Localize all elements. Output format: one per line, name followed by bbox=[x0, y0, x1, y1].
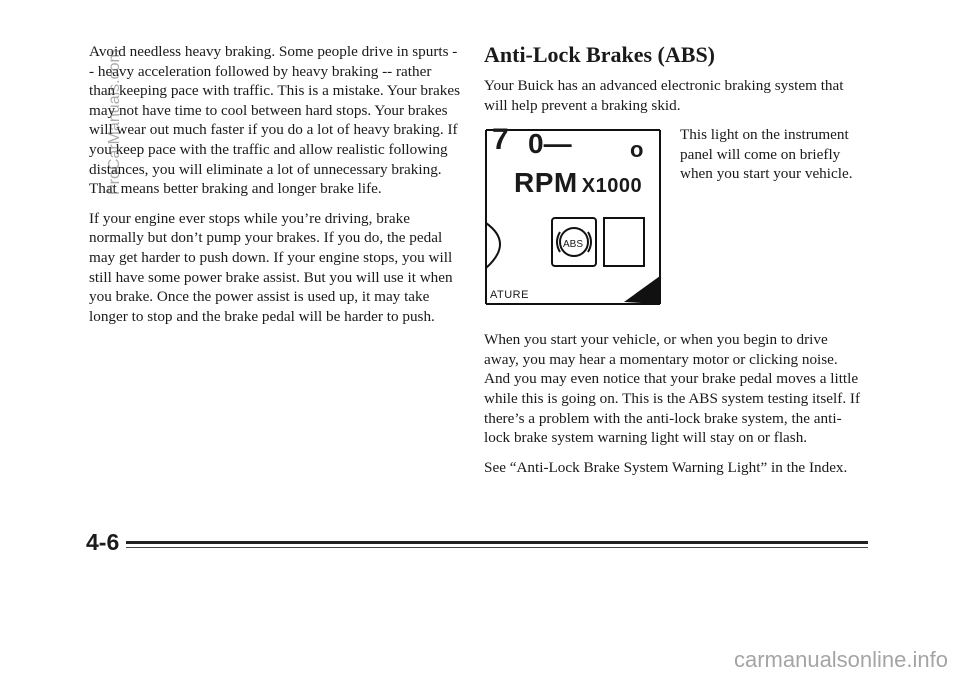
abs-intro-paragraph: Your Buick has an advanced electronic braking system that will help prevent a braking skid. bbox=[484, 77, 844, 114]
footer-rule-thin bbox=[126, 547, 868, 548]
figure-row bbox=[484, 125, 864, 308]
instrument-panel-figure bbox=[484, 123, 662, 308]
heavy-braking-paragraph: Avoid needless heavy braking. Some people drive in spurts -- heavy acceleration followed by heavy braking -- rather than keeping pace with traffic. This is a mistake. Your brakes may not have time to cool between hard stops. Your brakes will wear out much faster if you do a lot of heavy braking. If you keep pace with the traffic and allow realistic following distances, you will eliminate a lot of unnecessary braking. That means better braking and longer brake life. bbox=[89, 43, 461, 198]
side-watermark: ProCarManuals.com bbox=[106, 49, 123, 195]
gauge-mark-7: 7 bbox=[492, 123, 509, 157]
rpm-label bbox=[514, 167, 643, 199]
left-column bbox=[89, 42, 461, 336]
rpm-text: RPM bbox=[514, 167, 578, 199]
right-column bbox=[484, 42, 864, 487]
abs-icon-label: ABS bbox=[563, 239, 584, 251]
abs-self-test-paragraph: When you start your vehicle, or when you begin to drive away, you may hear a momentary motor or clicking noise. And you may even notice that your brake pedal moves a little while this is going on. This is the ABS system testing itself. If there’s a problem with the anti-lock brake system, the anti-lock brake system warning light will stay on or flash. bbox=[484, 331, 861, 447]
engine-stop-paragraph: If your engine ever stops while you’re driving, brake normally but don’t pump your brakes. If you do, the pedal may get harder to push down. If your engine stops, you will still have some power brake assist. But you will use it when you brake. Once the power assist is used up, it may take longer to stop and the brake pedal will be harder to push. bbox=[89, 209, 453, 325]
rpm-multiplier: X1000 bbox=[581, 175, 643, 198]
gauge-mark-o: o bbox=[630, 137, 644, 163]
bottom-watermark: carmanualsonline.info bbox=[733, 647, 948, 672]
gauge-mark-0: 0— bbox=[528, 128, 572, 160]
see-index-paragraph: See “Anti-Lock Brake System Warning Light” in the Index. bbox=[484, 458, 848, 476]
footer-rule-thick bbox=[126, 541, 868, 544]
section-heading: Anti-Lock Brakes (ABS) bbox=[484, 42, 716, 67]
page-number: 4-6 bbox=[86, 529, 120, 555]
figure-caption: This light on the instrument panel will come on briefly when you start your vehicle. bbox=[680, 126, 853, 183]
temperature-label: ATURE bbox=[490, 289, 529, 302]
